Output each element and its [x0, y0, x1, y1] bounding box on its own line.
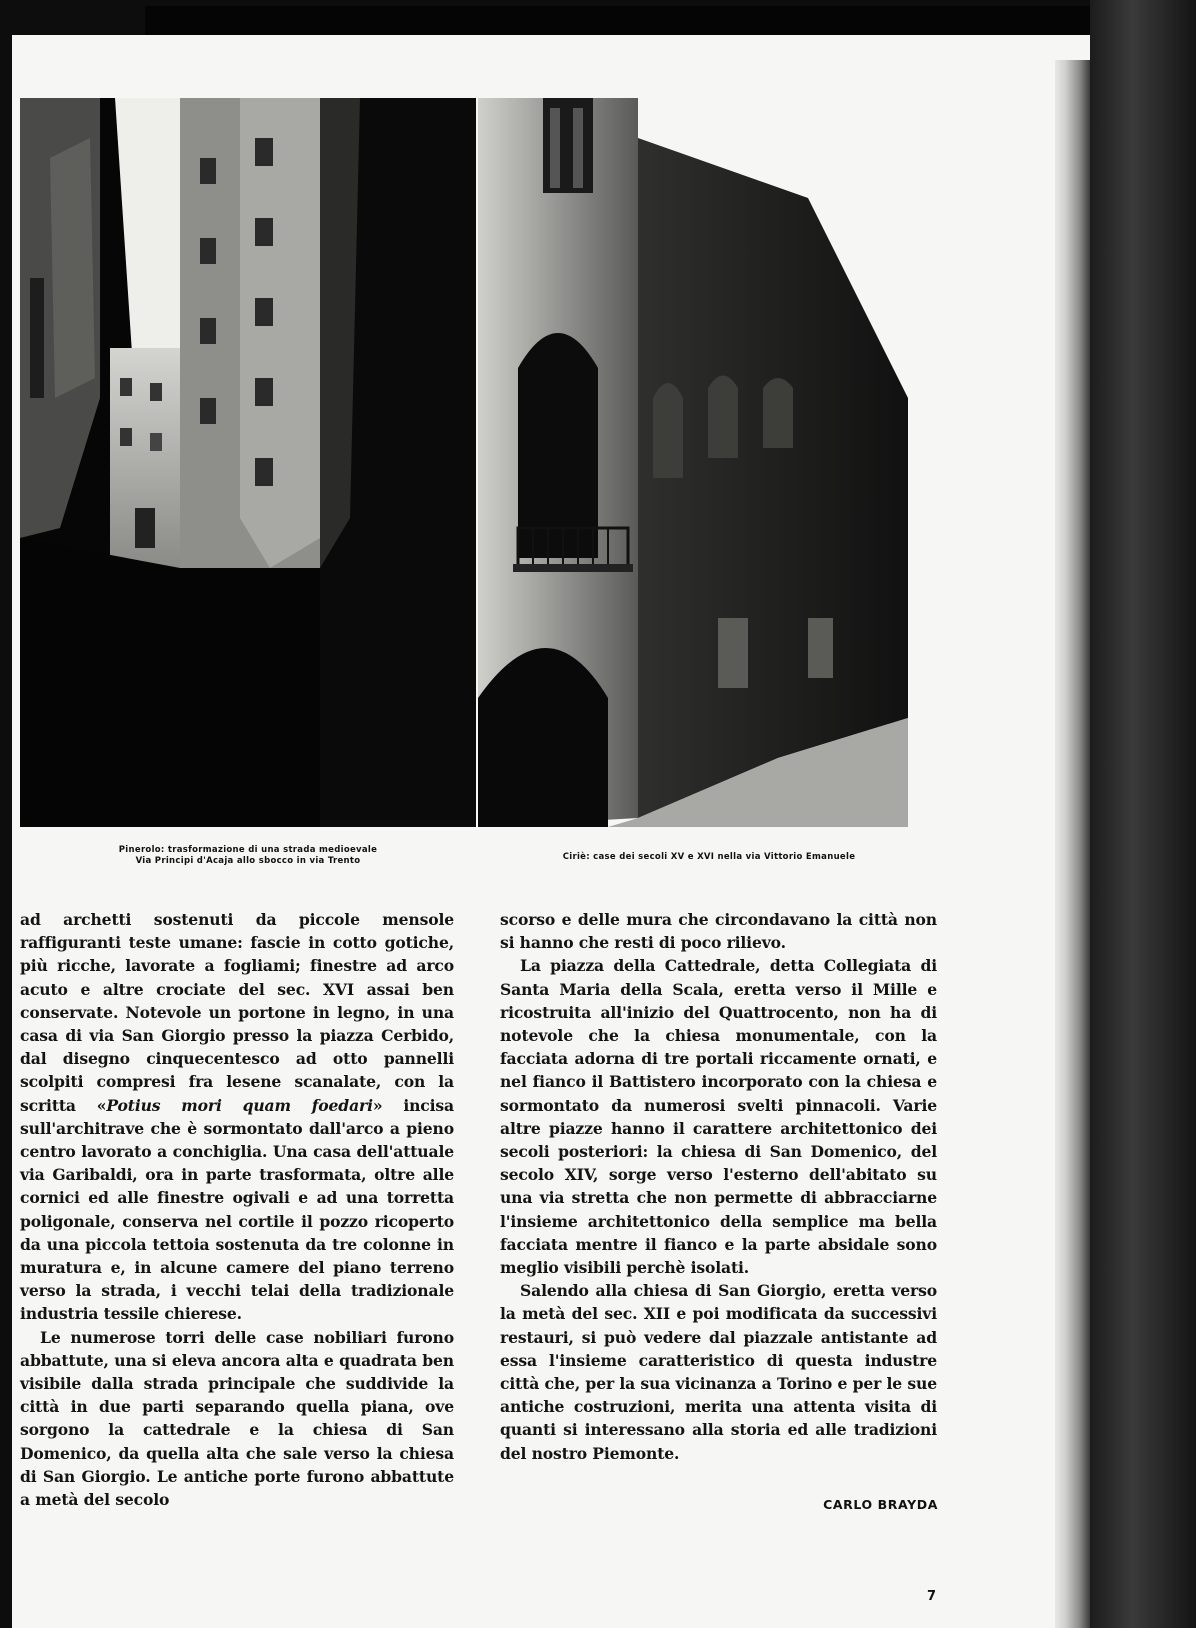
caption-pinerolo-line1: Pinerolo: trasformazione di una strada medioevale [118, 845, 378, 855]
page-number: 7 [926, 1589, 936, 1604]
paragraph: Salendo alla chiesa di San Giorgio, eretta verso la metà del sec. XII e poi modificata da successivi restauri, si può vedere dal piazzale antistante ad essa l'insieme caratteristico di questa industre città che, per la sua vicinanza a Torino e per le sue antiche costruzioni, merita una attenta visita di quanti si interessano alla storia ed alle tradizioni del nostro Piemonte. [500, 1281, 937, 1463]
text-run: » incisa sull'architrave che è sormontato dall'arco a pieno centro lavorato a conchiglia. Una casa dell'attuale via Garibaldi, ora in parte trasformata, oltre alle cornici ed alle finestre ogivali e ad una torretta poligonale, conserva nel cortile il pozzo ricoperto da una piccola tettoia sostenuta da tre colonne in muratura e, in alcune camere del piano terreno verso la strada, i vecchi telai della tradizionale industria tessile chierese. [20, 1095, 454, 1324]
scan-top-shadow [145, 6, 1196, 36]
article-column-left [20, 908, 454, 1511]
photo-cirie-image [478, 98, 940, 827]
article-column-right [500, 908, 937, 1465]
caption-pinerolo [20, 845, 476, 867]
photo-pinerolo-image [20, 98, 476, 827]
caption-pinerolo-line2: Via Principi d'Acaja allo sbocco in via Trento [135, 856, 361, 866]
paragraph: La piazza della Cattedrale, detta Collegiata di Santa Maria della Scala, eretta verso il Mille e ricostruita all'inizio del Quattrocento, non ha di notevole che la chiesa monumentale, con la facciata adorna di tre portali riccamente ornati, e nel fianco il Battistero incorporato con la chiesa e sormontato da numerosi svelti pinnacoli. Varie altre piazze hanno il carattere architettonico dei secoli posteriori: la chiesa di San Domenico, del secolo XIV, sorge verso l'esterno dell'abitato su una via stretta che non permette di abbracciarne l'insieme architettonico della semplice ma bella facciata mentre il fianco e la parte absidale sono meglio visibili perchè isolati. [500, 956, 937, 1278]
author-signature: CARLO BRAYDA [823, 1497, 938, 1512]
paragraph [20, 908, 454, 1326]
page-edge-curl [1055, 60, 1090, 1628]
photo-cirie-houses [478, 98, 940, 827]
caption-cirie: Ciriè: case dei secoli XV e XVI nella via Vittorio Emanuele [562, 852, 856, 862]
latin-motto: Potius mori quam foedari [106, 1095, 373, 1115]
paragraph: scorso e delle mura che circondavano la città non si hanno che resti di poco rilievo. [500, 910, 937, 953]
paragraph: Le numerose torri delle case nobiliari furono abbattute, una si eleva ancora alta e quadrata ben visibile dalla strada principale che suddivide la città in due parti separando quella piana, ove sorgono la cattedrale e la chiesa di San Domenico, da quella alta che sale verso la chiesa di San Giorgio. Le antiche porte furono abbattute a metà del secolo [20, 1327, 454, 1510]
text-run: ad archetti sostenuti da piccole mensole raffiguranti teste umane: fascie in cotto gotiche, più ricche, lavorate a fogliami; finestre ad arco acuto e altre crociate del sec. XVI assai ben conservate. Notevole un portone in legno, in una casa di via San Giorgio presso la piazza Cerbido, dal disegno cinquecentesco ad otto pannelli scolpiti compresi fra lesene scanalate, con la scritta « [20, 910, 454, 1115]
book-spine-shadow [1090, 0, 1196, 1628]
photo-pinerolo-street [20, 98, 476, 827]
